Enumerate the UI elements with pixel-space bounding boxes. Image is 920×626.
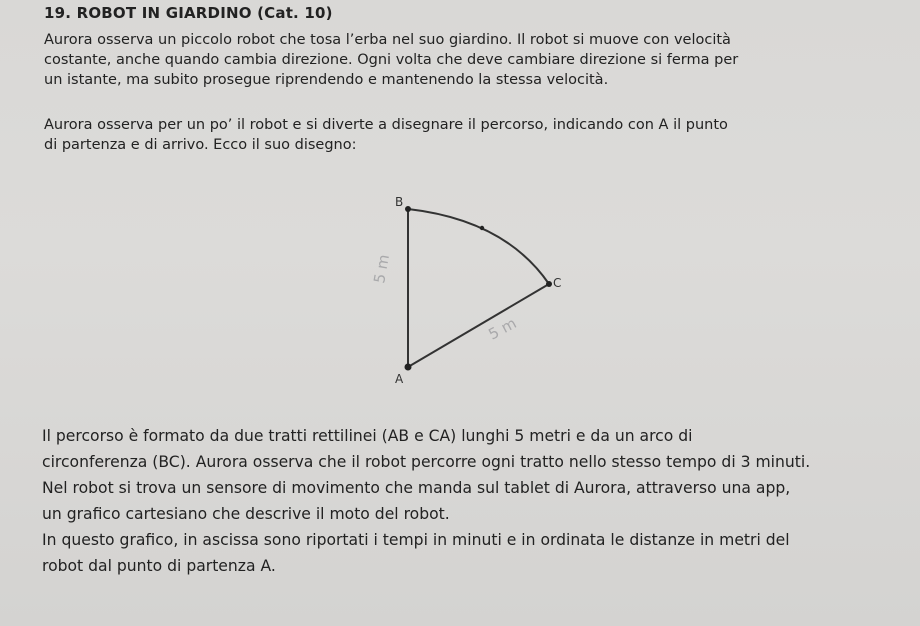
label-b: B xyxy=(395,195,404,209)
text-line: Aurora osserva per un po’ il robot e si diverte a disegnare il percorso, indicando con A il punto xyxy=(44,117,728,133)
drawing-paragraph xyxy=(44,115,844,155)
text-line: Nel robot si trova un sensore di movimento che manda sul tablet di Aurora, attraverso una app, xyxy=(42,479,791,497)
problem-title: 19. ROBOT IN GIARDINO (Cat. 10) xyxy=(44,4,333,22)
path-figure xyxy=(340,180,600,400)
text-line: un istante, ma subito prosegue riprendendo e mantenendo la stessa velocità. xyxy=(44,72,609,88)
segment-ca xyxy=(408,284,549,367)
text-line: costante, anche quando cambia direzione. Ogni volta che deve cambiare direzione si ferma per xyxy=(44,52,739,68)
label-c: C xyxy=(553,276,562,290)
arc-bc xyxy=(408,209,549,284)
point-a xyxy=(405,364,412,371)
intro-paragraph xyxy=(44,30,844,90)
annotation-ab: 5 m xyxy=(370,253,393,285)
text-line: circonferenza (BC). Aurora osserva che il robot percorre ogni tratto nello stesso tempo di 3 minuti. xyxy=(42,453,811,471)
description-paragraph xyxy=(42,423,902,579)
text-line: un grafico cartesiano che descrive il moto del robot. xyxy=(42,505,450,523)
text-line: Il percorso è formato da due tratti rettilinei (AB e CA) lunghi 5 metri e da un arco di xyxy=(42,427,693,445)
text-line: Aurora osserva un piccolo robot che tosa l’erba nel suo giardino. Il robot si muove con velocità xyxy=(44,32,731,48)
point-b xyxy=(405,206,411,212)
text-line: robot dal punto di partenza A. xyxy=(42,557,276,575)
label-a: A xyxy=(395,372,404,386)
arc-marker xyxy=(480,226,484,230)
text-line: di partenza e di arrivo. Ecco il suo disegno: xyxy=(44,137,357,153)
text-line: In questo grafico, in ascissa sono riportati i tempi in minuti e in ordinata le distanze in metri del xyxy=(42,531,790,549)
annotation-ca: 5 m xyxy=(485,314,520,344)
point-c xyxy=(546,281,552,287)
